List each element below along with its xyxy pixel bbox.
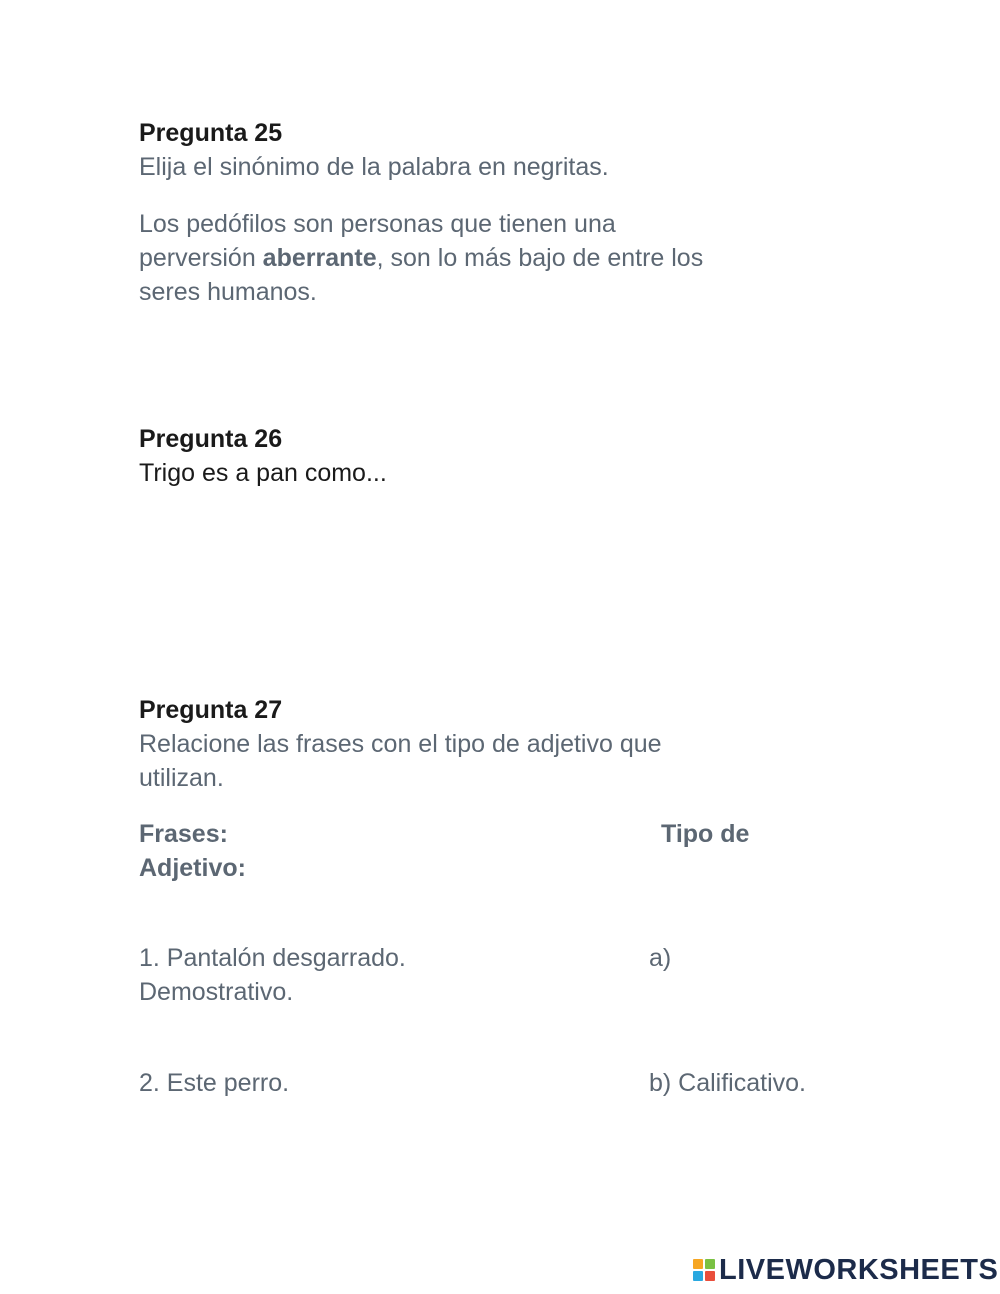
match-option-b: b) Calificativo. bbox=[649, 1069, 806, 1097]
header-adjetivo: Adjetivo: bbox=[139, 854, 246, 882]
question-27 bbox=[139, 693, 662, 795]
match-option-a-wrap: Demostrativo. bbox=[139, 978, 294, 1006]
question-25-title: Pregunta 25 bbox=[139, 119, 283, 147]
question-27-instruction-1: Relacione las frases con el tipo de adjetivo que bbox=[139, 730, 662, 758]
logo-squares-icon bbox=[693, 1259, 715, 1281]
logo-square bbox=[705, 1271, 715, 1281]
question-27-instruction-2: utilizan. bbox=[139, 764, 224, 792]
header-tipo: Tipo de bbox=[661, 820, 750, 848]
passage-line-1: Los pedófilos son personas que tienen una bbox=[139, 210, 616, 238]
question-25-instruction: Elija el sinónimo de la palabra en negritas. bbox=[139, 153, 609, 181]
question-25 bbox=[139, 116, 609, 184]
logo-square bbox=[693, 1259, 703, 1269]
passage-line-2 bbox=[139, 241, 703, 275]
match-option-a: a) bbox=[649, 944, 672, 972]
question-26-prompt: Trigo es a pan como... bbox=[139, 459, 387, 487]
match-item-1: 1. Pantalón desgarrado. bbox=[139, 944, 406, 972]
question-25-passage bbox=[139, 207, 703, 309]
bold-word: aberrante bbox=[262, 244, 377, 272]
liveworksheets-logo bbox=[693, 1255, 998, 1285]
passage-text: perversión bbox=[139, 244, 263, 272]
question-26-title: Pregunta 26 bbox=[139, 425, 283, 453]
logo-square bbox=[693, 1271, 703, 1281]
logo-text: LIVEWORKSHEETS bbox=[719, 1254, 999, 1286]
passage-line-3: seres humanos. bbox=[139, 278, 317, 306]
match-item-2: 2. Este perro. bbox=[139, 1069, 290, 1097]
question-27-title: Pregunta 27 bbox=[139, 696, 283, 724]
header-frases: Frases: bbox=[139, 820, 228, 848]
passage-text: , son lo más bajo de entre los bbox=[376, 244, 704, 272]
logo-square bbox=[705, 1259, 715, 1269]
question-26 bbox=[139, 422, 387, 490]
